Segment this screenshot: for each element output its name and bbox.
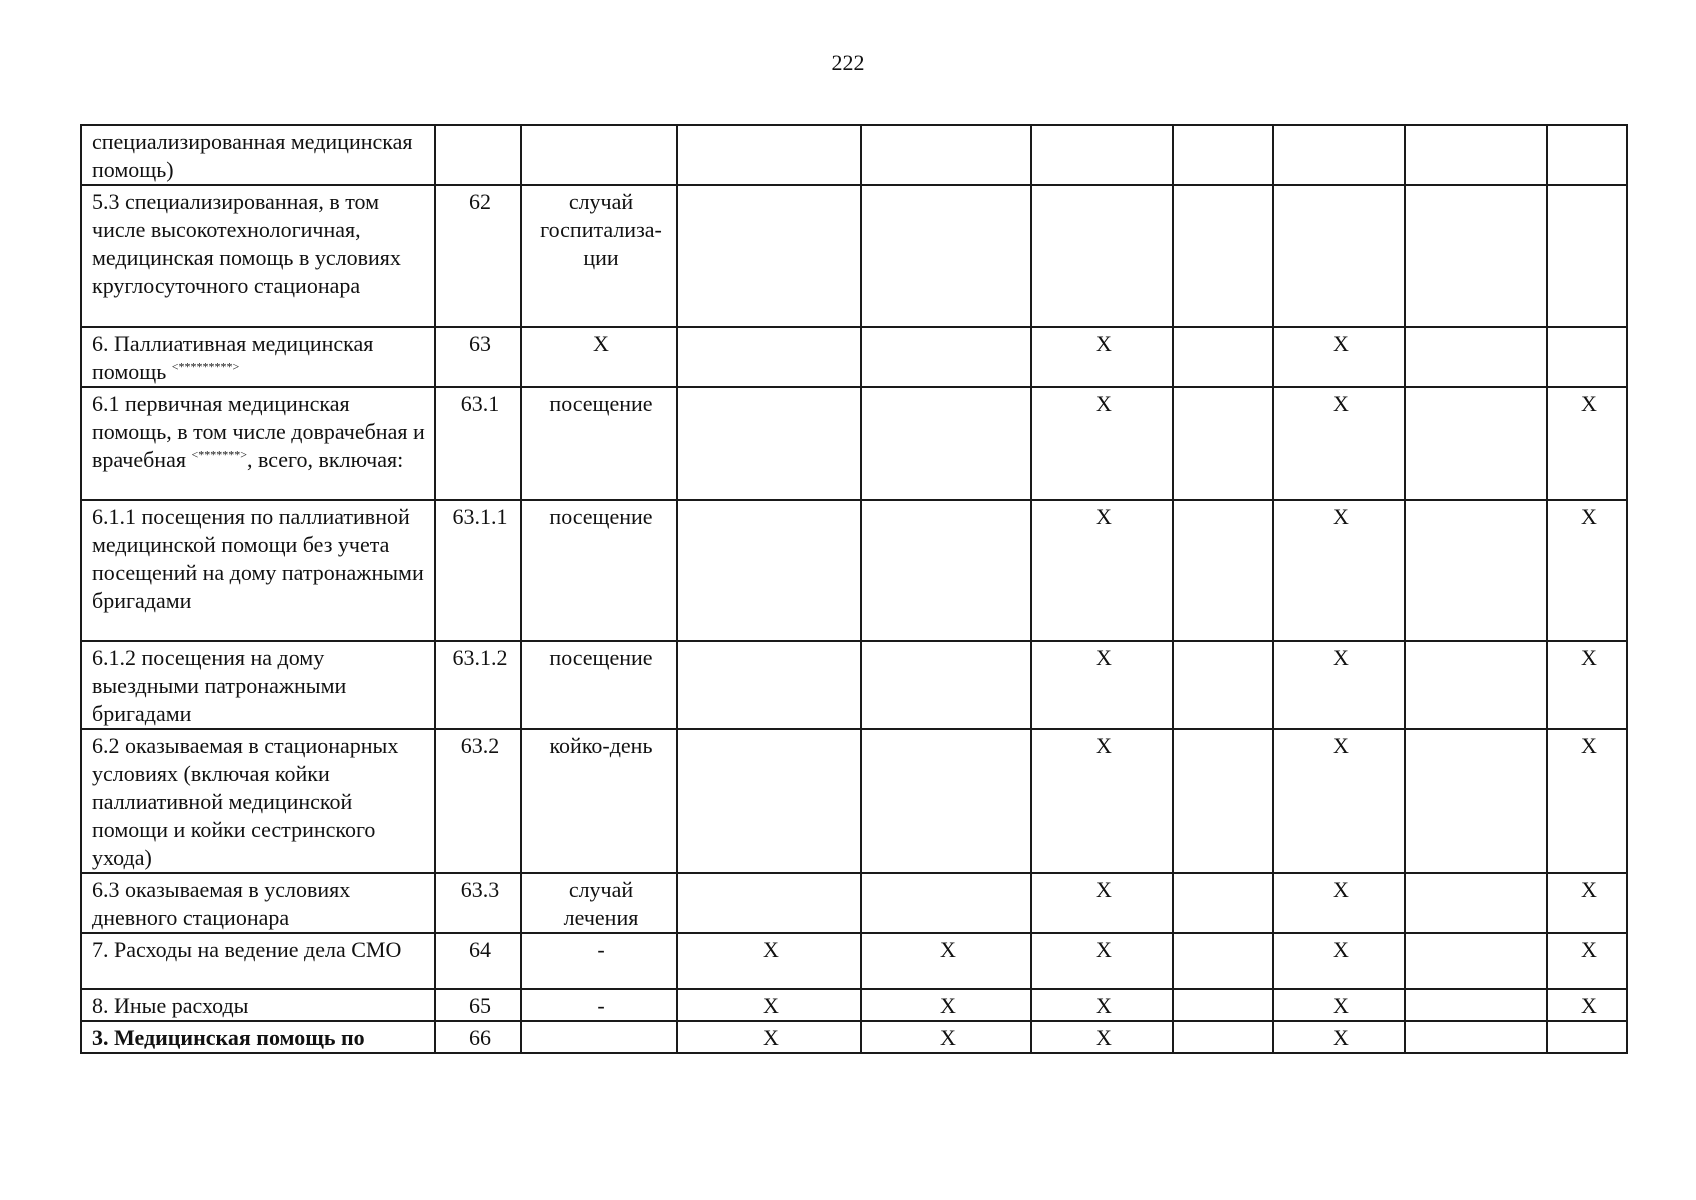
cell-col-3: X [1031,989,1173,1021]
row-name: 6. Паллиативная медицинская помощь <*********> [81,327,435,387]
footnote-mark: <*********> [171,359,240,374]
cell-col-2 [861,387,1031,500]
row-code: 64 [435,933,521,989]
cell-col-6 [1405,387,1547,500]
table-row [81,641,1627,729]
cell-col-2 [861,873,1031,933]
cell-col-4 [1173,327,1273,387]
cell-col-4 [1173,933,1273,989]
row-unit: посещение [521,500,677,641]
cell-col-1: X [677,1021,861,1053]
cell-col-6 [1405,873,1547,933]
table-row [81,933,1627,989]
row-code: 63.1 [435,387,521,500]
cell-col-7: X [1547,729,1627,873]
row-code [435,125,521,185]
cell-col-3: X [1031,500,1173,641]
cell-col-5: X [1273,933,1405,989]
cell-col-5: X [1273,729,1405,873]
cell-col-4 [1173,387,1273,500]
cell-col-1 [677,185,861,327]
row-code: 63.2 [435,729,521,873]
cell-col-6 [1405,327,1547,387]
cell-col-6 [1405,1021,1547,1053]
cell-col-7: X [1547,500,1627,641]
row-name: 6.2 оказываемая в стационарных условиях (включая койки паллиативной медицинской помощи и койки сестринского ухода) [81,729,435,873]
cell-col-5: X [1273,641,1405,729]
cell-col-2 [861,327,1031,387]
cell-col-5 [1273,125,1405,185]
cell-col-5: X [1273,873,1405,933]
table-row [81,873,1627,933]
cell-col-3: X [1031,933,1173,989]
cell-col-1 [677,387,861,500]
cell-col-5: X [1273,989,1405,1021]
row-name: 5.3 специализированная, в том числе высокотехнологичная, медицинская помощь в условиях круглосуточного стационара [81,185,435,327]
cell-col-6 [1405,185,1547,327]
table-row [81,989,1627,1021]
cell-col-3 [1031,125,1173,185]
table-row [81,327,1627,387]
cell-col-1 [677,873,861,933]
cell-col-5: X [1273,1021,1405,1053]
cell-col-6 [1405,500,1547,641]
table-row [81,1021,1627,1053]
cell-col-3: X [1031,387,1173,500]
cell-col-1 [677,729,861,873]
row-code: 65 [435,989,521,1021]
cell-col-7: X [1547,873,1627,933]
cell-col-4 [1173,185,1273,327]
row-code: 66 [435,1021,521,1053]
cell-col-6 [1405,729,1547,873]
cell-col-3 [1031,185,1173,327]
cell-col-7: X [1547,387,1627,500]
row-unit: X [521,327,677,387]
cell-col-2 [861,729,1031,873]
row-name: 6.1 первичная медицинская помощь, в том числе доврачебная и врачебная <*******>, всего, включая: [81,387,435,500]
cell-col-5: X [1273,387,1405,500]
cell-col-4 [1173,125,1273,185]
row-name: 3. Медицинская помощь по [81,1021,435,1053]
cell-col-4 [1173,500,1273,641]
cell-col-4 [1173,873,1273,933]
row-unit: койко-день [521,729,677,873]
row-code: 63.1.2 [435,641,521,729]
row-name: 8. Иные расходы [81,989,435,1021]
cell-col-1: X [677,933,861,989]
cell-col-4 [1173,989,1273,1021]
table-row [81,387,1627,500]
row-unit: случай госпитализа-ции [521,185,677,327]
cell-col-7 [1547,185,1627,327]
cell-col-2: X [861,989,1031,1021]
row-code: 63.3 [435,873,521,933]
cell-col-2: X [861,933,1031,989]
cell-col-3: X [1031,1021,1173,1053]
cell-col-7: X [1547,641,1627,729]
cell-col-2 [861,125,1031,185]
row-name: 7. Расходы на ведение дела СМО [81,933,435,989]
cell-col-4 [1173,1021,1273,1053]
row-name: 6.1.2 посещения на дому выездными патронажными бригадами [81,641,435,729]
table-row [81,125,1627,185]
cell-col-4 [1173,729,1273,873]
cell-col-2: X [861,1021,1031,1053]
row-unit: посещение [521,387,677,500]
cell-col-7: X [1547,989,1627,1021]
cell-col-6 [1405,125,1547,185]
row-unit [521,1021,677,1053]
row-name: 6.1.1 посещения по паллиативной медицинской помощи без учета посещений на дому патронажными бригадами [81,500,435,641]
cell-col-5: X [1273,500,1405,641]
row-name: 6.3 оказываемая в условиях дневного стационара [81,873,435,933]
cell-col-7 [1547,327,1627,387]
cell-col-3: X [1031,873,1173,933]
cell-col-1: X [677,989,861,1021]
cell-col-1 [677,327,861,387]
row-code: 63.1.1 [435,500,521,641]
cell-col-3: X [1031,641,1173,729]
cell-col-2 [861,641,1031,729]
row-unit: посещение [521,641,677,729]
row-unit [521,125,677,185]
table-row [81,500,1627,641]
cell-col-3: X [1031,729,1173,873]
table-row [81,729,1627,873]
row-name: специализированная медицинская помощь) [81,125,435,185]
row-unit: случай лечения [521,873,677,933]
cell-col-2 [861,185,1031,327]
cell-col-7 [1547,1021,1627,1053]
row-code: 62 [435,185,521,327]
cell-col-6 [1405,933,1547,989]
cell-col-6 [1405,989,1547,1021]
table-row [81,185,1627,327]
footnote-mark: <*******> [191,447,247,462]
cell-col-5: X [1273,327,1405,387]
cell-col-7 [1547,125,1627,185]
document-table [80,124,1628,1054]
row-unit: - [521,989,677,1021]
cell-col-4 [1173,641,1273,729]
row-unit: - [521,933,677,989]
cell-col-2 [861,500,1031,641]
page-number: 222 [831,50,865,75]
cell-col-1 [677,641,861,729]
cell-col-5 [1273,185,1405,327]
cell-col-3: X [1031,327,1173,387]
cell-col-1 [677,125,861,185]
cell-col-7: X [1547,933,1627,989]
cell-col-6 [1405,641,1547,729]
cell-col-1 [677,500,861,641]
row-code: 63 [435,327,521,387]
